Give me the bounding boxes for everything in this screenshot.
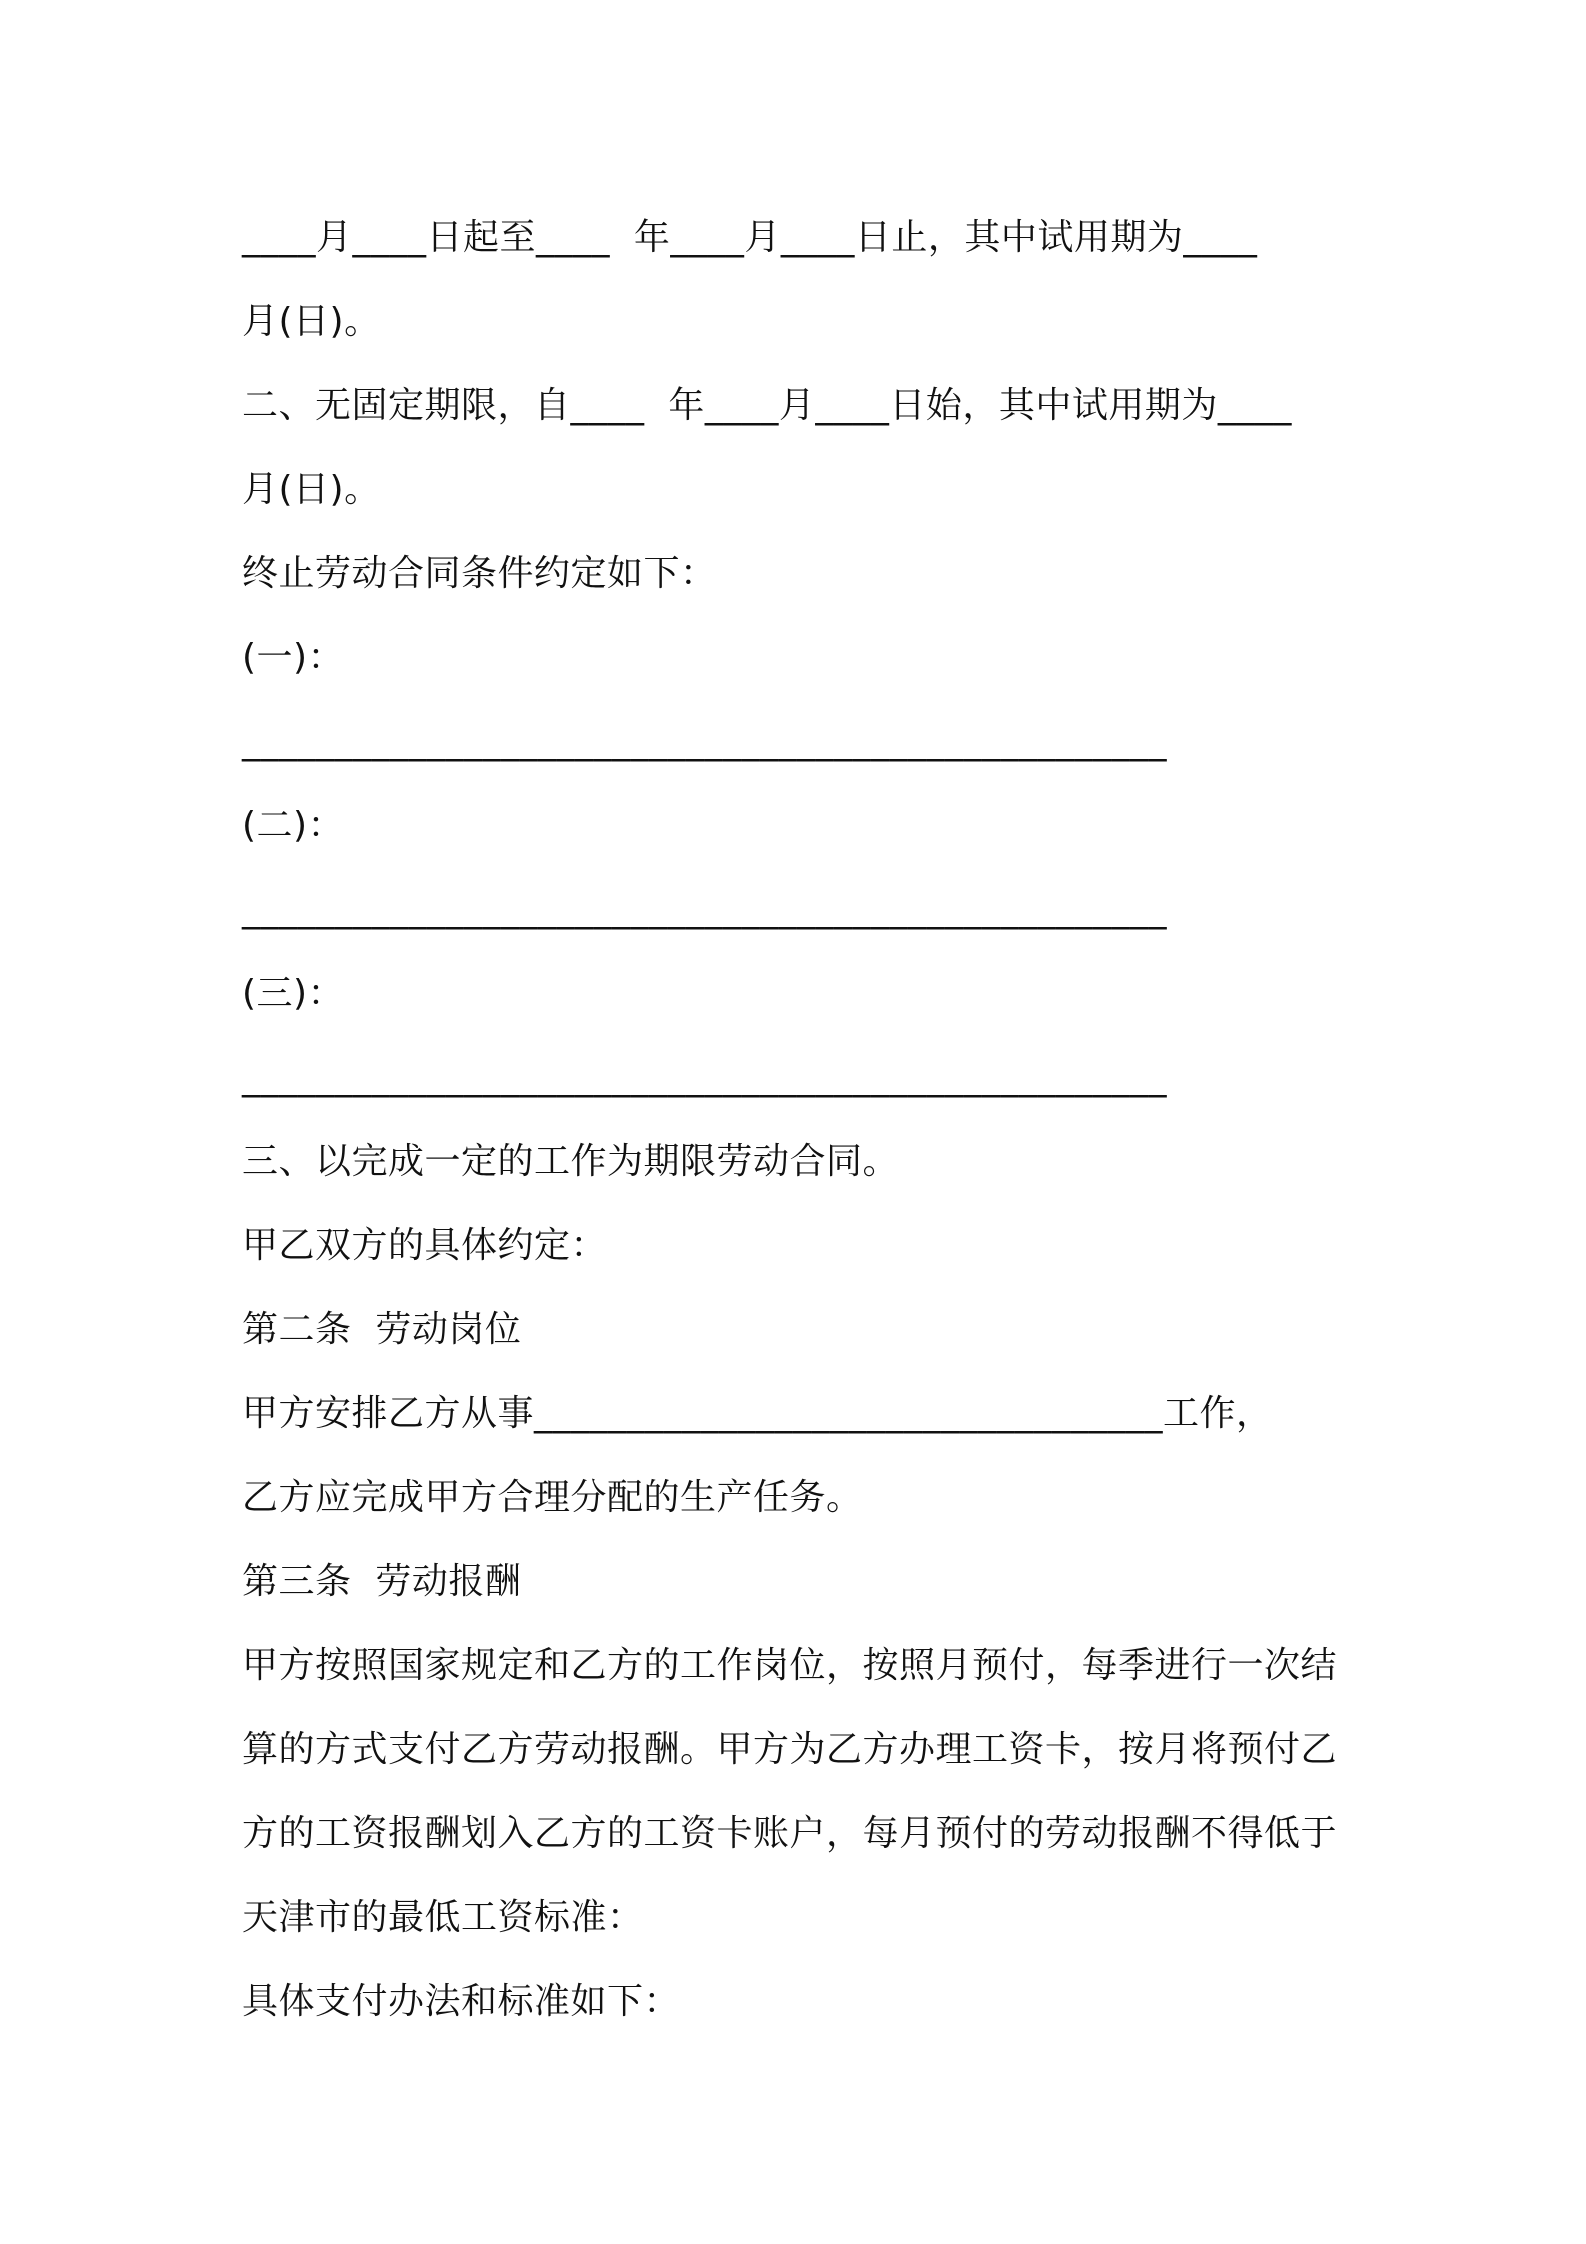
article-2-job-line: 甲方安排乙方从事__________________________________工作，: [242, 1393, 1273, 1434]
condition-1-blank: __________________________________________________: [242, 721, 1167, 762]
article-3-paragraph-line-3: 方的工资报酬划入乙方的工资卡账户，每月预付的劳动报酬不得低于: [242, 1813, 1338, 1854]
condition-2-label: (二)：: [242, 805, 345, 846]
article-3-paragraph-line-1: 甲方按照国家规定和乙方的工作岗位，按照月预付，每季进行一次结: [242, 1645, 1338, 1686]
condition-1-label: (一)：: [242, 637, 345, 678]
article-2-task-line: 乙方应完成甲方合理分配的生产任务。: [242, 1477, 863, 1518]
article-3-paragraph-line-4: 天津市的最低工资标准：: [242, 1897, 644, 1938]
condition-3-label: (三)：: [242, 973, 345, 1014]
term-open-ended-line-end: 月(日)。: [242, 469, 381, 510]
task-based-contract-line: 三、以完成一定的工作为期限劳动合同。: [242, 1141, 900, 1182]
document-body: [242, 196, 1352, 2044]
article-3-paragraph-line-2: 算的方式支付乙方劳动报酬。甲方为乙方办理工资卡，按月将预付乙: [242, 1729, 1338, 1770]
term-fixed-dates-line: ____月____日起至____ 年____月____日止，其中试用期为____: [242, 217, 1258, 258]
article-3-heading: 第三条 劳动报酬: [242, 1561, 522, 1602]
term-fixed-dates-line-end: 月(日)。: [242, 301, 381, 342]
payment-method-heading: 具体支付办法和标准如下：: [242, 1981, 681, 2022]
condition-3-blank: __________________________________________________: [242, 1057, 1167, 1098]
condition-2-blank: __________________________________________________: [242, 889, 1167, 930]
term-open-ended-line: 二、无固定期限，自____ 年____月____日始，其中试用期为____: [242, 385, 1292, 426]
specific-agreement-heading: 甲乙双方的具体约定：: [242, 1225, 608, 1266]
termination-conditions-heading: 终止劳动合同条件约定如下：: [242, 553, 717, 594]
article-2-heading: 第二条 劳动岗位: [242, 1309, 522, 1350]
